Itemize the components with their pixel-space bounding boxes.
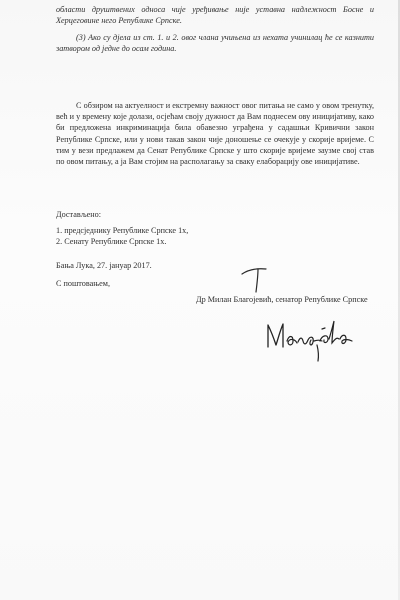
closing-salutation: С поштовањем, (56, 279, 111, 288)
delivered-to-heading: Достављено: (56, 210, 102, 219)
place-date: Бања Лука, 27. јануар 2017. (56, 261, 152, 270)
paragraph-article-clause-3: (3) Ако су дјела из ст. 1. и 2. овог члана учињена из нехата учинилац ће се казнити затвором од једне до осам година. (56, 33, 374, 54)
paragraph-article-continuation: области друштвених односа чије уређивање није уставна надлежност Босне и Херцеговине него Републике Српске. (56, 5, 374, 26)
recipient-item: 1. предсједнику Републике Српске 1х, (56, 226, 189, 235)
recipient-item: 2. Сенату Републике Српске 1х. (56, 237, 167, 246)
handwritten-mark (238, 262, 274, 296)
signature-image (262, 315, 358, 365)
paragraph-initiative: С обзиром на актуелност и екстремну важност овог питања не само у овом тренутку, већ и у времену које долази, осјећам своју дужност да Вам поднесем ову иницијативу, како би предложена инкриминација била обавезно уграђена у садашњи Кривични закон Републике Српске, или у нови такав закон чије доношење се очекује у скорије вријеме. С тим у вези предлажем да Сенат Републике Српске у што скорије вријеме заузме свој став по овом питању, а ја Вам стојим на располагању за сваку елаборацију ове иницијативе. (56, 101, 374, 167)
signatory-name: Др Милан Благојевић, сенатор Републике Српске (196, 295, 368, 304)
